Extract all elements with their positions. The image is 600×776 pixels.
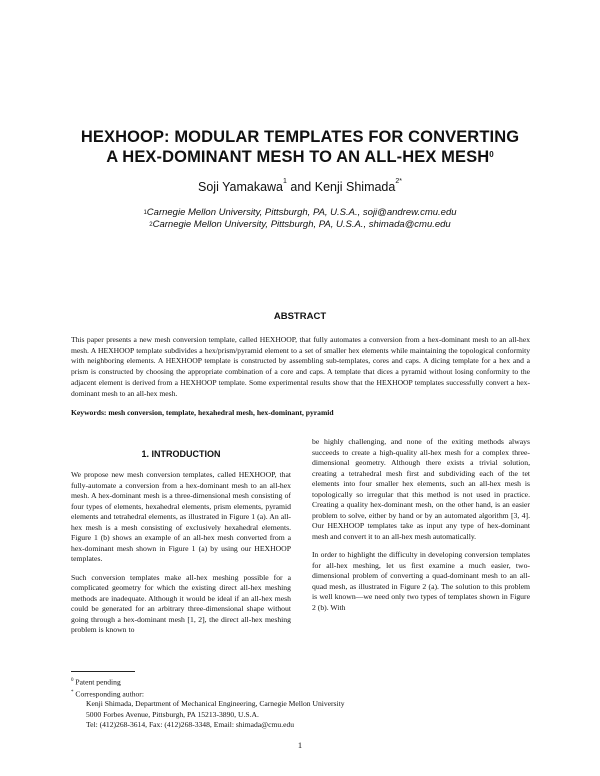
footnote-address-1: Kenji Shimada, Department of Mechanical Engineering, Carnegie Mellon University	[86, 699, 345, 709]
abstract-heading: ABSTRACT	[273, 311, 327, 322]
author-list	[60, 180, 540, 194]
keywords-list: mesh conversion, template, hexahedral mesh, hex-dominant, pyramid	[106, 408, 334, 417]
right-column	[312, 437, 530, 621]
paper-title	[60, 127, 540, 167]
left-paragraph-2: Such conversion templates make all-hex meshing possible for a complicated geometry for which the existing direct all-hex meshing methods are inadequate. Although it would be ideal if an all-hex mesh could be generated for an arbitrary three-dimensional shape without going through a hex-dominant mesh [1, 2], the direct all-hex meshing problem is known to	[71, 572, 291, 634]
right-paragraph-1: be highly challenging, and none of the exiting methods always succeeds to create a high-quality all-hex mesh for a complex three-dimensional geometry. Although there exists a trivial solution, creating a tetrahedral mesh first and subdividing each of the tet elements into four smaller hex elements, such an all-hex mesh is topologically so irregular that this method is not used in practice. Creating a quality hex-dominant mesh, on the other hand, is an easier problem to solve, either by hand or by an automated algorithm [3, 4]. Our HEXHOOP templates take as input any type of hex-dominant mesh and convert it to an all-hex mesh automatically.	[312, 437, 530, 541]
affiliation-1: $^1$Carnegie Mellon University, Pittsburgh, PA, U.S.A., soji@andrew.cmu.edu	[143, 207, 457, 218]
footnotes	[71, 676, 471, 730]
footnote-corresponding: * Corresponding author:	[71, 689, 144, 699]
footnote-patent: $^0$ Patent pending	[71, 677, 121, 687]
title-line-2: A HEX-DOMINANT MESH TO AN ALL-HEX MESH	[106, 148, 490, 166]
footnote-address-3: Tel: (412)268-3614, Fax: (412)268-3348, Email: shimada@cmu.edu	[86, 719, 295, 729]
title-footnote-mark: 0	[489, 150, 494, 159]
left-paragraph-1: We propose new mesh conversion templates, called HEXHOOP, that fully-automate a conversion from a hex-dominant mesh to an all-hex mesh. A hex-dominant mesh is a three-dimensional mesh consisting of four types of elements, hexahedral elements, prism elements, pyramid elements and tetrahedral elements, as illustrated in Figure 1 (a). An all-hex mesh is a mesh consisting of exclusively hexahedral elements. Figure 1 (b) shows an example of an all-hex mesh converted from a hex-dominant mesh shown in Figure 1 (a) by using our HEXHOOP templates.	[71, 470, 291, 563]
footnote-rule	[71, 671, 135, 672]
section-heading-introduction: 1. INTRODUCTION	[141, 449, 221, 459]
footnote-address-2: 5000 Forbes Avenue, Pittsburgh, PA 15213-3890, U.S.A.	[86, 709, 259, 719]
author-2-name: Kenji Shimada	[314, 180, 396, 194]
affiliations	[60, 207, 540, 231]
left-column	[71, 470, 291, 644]
author-connector: and	[286, 180, 315, 194]
author-1-mark: 1	[283, 178, 287, 185]
right-paragraph-2: In order to highlight the difficulty in developing conversion templates for all-hex meshing, let us first examine a much easier, two-dimensional problem of converting a quad-dominant mesh to an all-quad mesh, as illustrated in Figure 2 (a). The solution to this problem is well known—we need only two types of templates shown in Figure 2 (b). With	[312, 550, 530, 612]
author-1-name: Soji Yamakawa	[198, 180, 284, 194]
affiliation-2: $^2$Carnegie Mellon University, Pittsburgh, PA, U.S.A., shimada@cmu.edu	[149, 219, 451, 230]
keywords-label: Keywords:	[71, 408, 107, 417]
author-2-mark: 2*	[395, 178, 402, 185]
keywords	[71, 408, 530, 417]
abstract-text: This paper presents a new mesh conversion template, called HEXHOOP, that fully automates a conversion from a hex-dominant mesh to an all-hex mesh. A HEXHOOP template subdivides a hex/prism/pyramid element to a set of smaller hex elements while maintaining the topological conformity with neighboring elements. A HEXHOOP template is constructed by assembling sub-templates, cores and caps. A dicing template for a hex and a prism is constructed by choosing the appropriate combination of a core and caps. A template that dices a pyramid without losing conformity to the adjacent element is derived from a HEXHOOP template. Some experimental results show that the HEXHOOP templates successfully convert a hex-dominant mesh to an all-hex mesh.	[71, 335, 530, 398]
title-line-1: HEXHOOP: MODULAR TEMPLATES FOR CONVERTING	[80, 128, 520, 146]
page-number: 1	[297, 740, 303, 750]
